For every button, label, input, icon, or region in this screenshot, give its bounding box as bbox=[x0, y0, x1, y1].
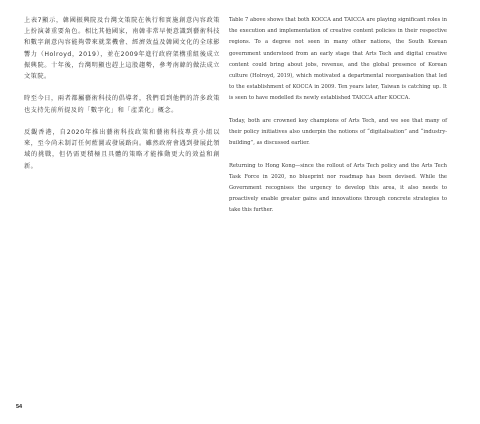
zh-paragraph-3: 反觀香港，自2020年推出藝術科技政策和藝術科技專責小組以來，至今尚未制訂任何藍圖或發展路向。雖然政府會遇到發展此領域的挑戰，但仍需更積極且具體的策略才能推動更大的效益和創新。 bbox=[24, 129, 220, 170]
en-paragraph-2: Today, both are crowned key champions of Arts Tech, and we see that many of their policy initiatives also underpin the notions of “digitalisation” and “industry-building”, as discussed earlier. bbox=[229, 117, 447, 147]
chinese-text-column bbox=[24, 15, 220, 183]
zh-paragraph-1: 上表7顯示，韓國振興院及台灣文策院在執行和實施創意內容政策上扮演著重要角色。相比其他國家，南韓非常早便意識到藝術科技和數字創意內容能夠帶來就業機會、經濟效益及韓國文化的全球影響力（Holroyd，2019），並在2009年進行政府架構重組後成立振興院。十年後，台灣明顯也趕上這股趨勢，參考南韓的做法成立文策院。 bbox=[24, 17, 220, 81]
zh-paragraph-2: 時至今日，兩者都屬藝術科技的倡導者，我們看到他們的許多政策也支持先前所提及的「數字化」和「產業化」概念。 bbox=[24, 95, 220, 114]
en-paragraph-1: Table 7 above shows that both KOCCA and TAICCA are playing significant roles in the execution and implementation of creative content policies in their respective regions. To a degree not seen in many other nations, the South Korean government understood from an early stage that Arts Tech and digital creative content could bring about jobs, revenue, and the global presence of Korean culture (Holroyd, 2019), which motivated a departmental reorganisation that led to the establishment of KOCCA in 2009. Ten years later, Taiwan is catching up. It is seen to have modelled its newly established TAICCA after KOCCA. bbox=[229, 17, 447, 102]
page-number: 54 bbox=[16, 404, 23, 410]
english-text-column bbox=[229, 15, 447, 228]
en-paragraph-3: Returning to Hong Kong—since the rollout of Arts Tech policy and the Arts Tech Task Force in 2020, no blueprint nor roadmap has been devised. While the Government recognises the urgency to develop this area, it also needs to proactively enable greater gains and innovations through concrete strategies to take this further. bbox=[229, 162, 447, 214]
